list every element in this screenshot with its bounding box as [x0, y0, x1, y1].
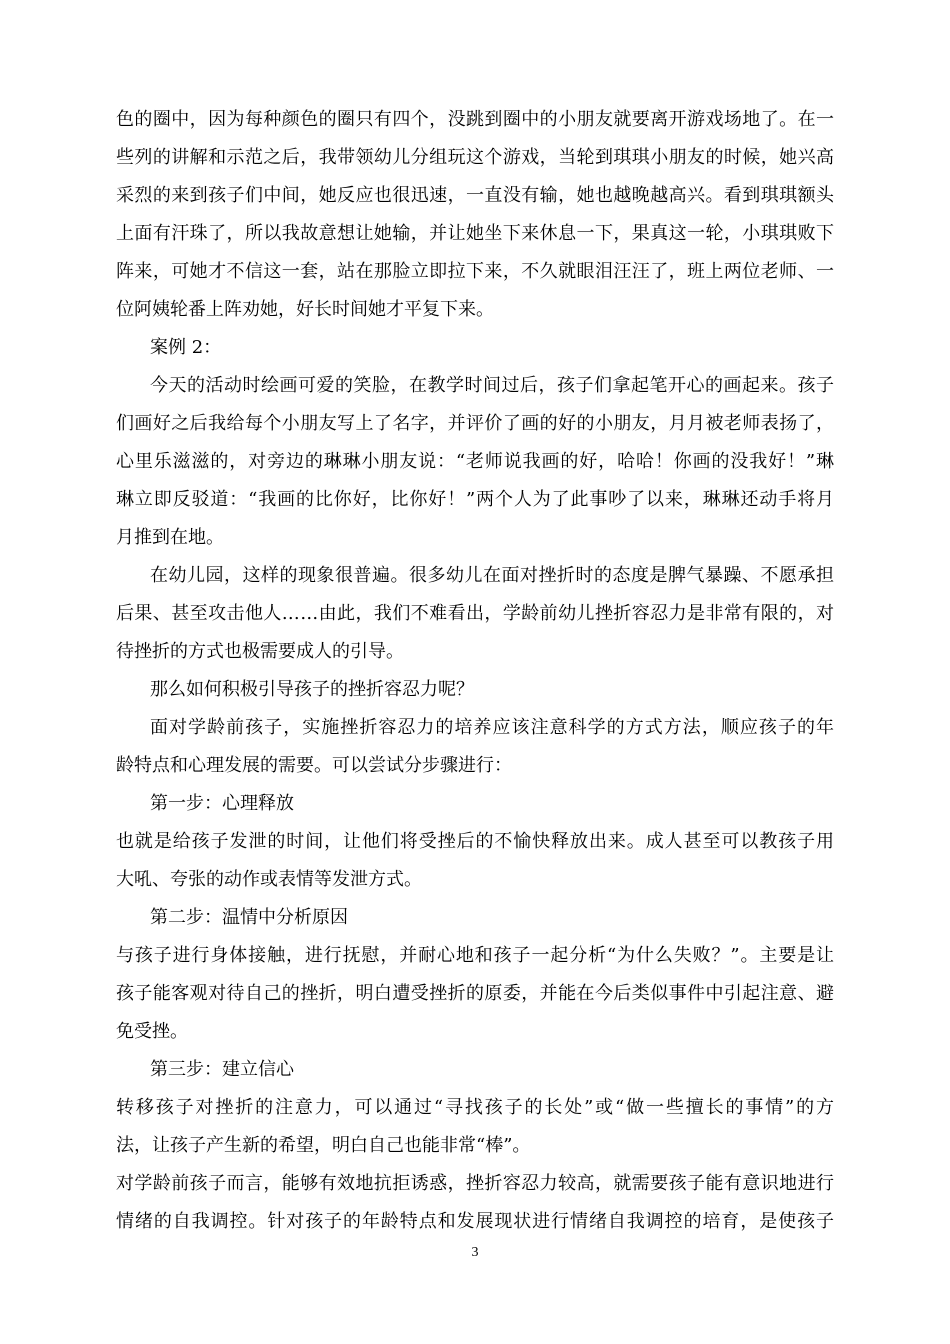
text-line: 与孩子进行身体接触，进行抚慰，并耐心地和孩子一起分析“为什么失败？”。主要是让	[116, 945, 835, 966]
text-line: 今天的活动时绘画可爱的笑脸，在教学时间过后，孩子们拿起笔开心的画起来。孩子	[150, 375, 835, 396]
text-line: 上面有汗珠了，所以我故意想让她输，并让她坐下来休息一下，果真这一轮，小琪琪败下	[116, 223, 835, 244]
text-line: 对学龄前孩子而言，能够有效地抗拒诱惑，挫折容忍力较高，就需要孩子能有意识地进行	[116, 1173, 835, 1194]
text-line: 大吼、夸张的动作或表情等发泄方式。	[116, 869, 422, 890]
text-line: 情绪的自我调控。针对孩子的年龄特点和发展现状进行情绪自我调控的培育，是使孩子	[116, 1211, 835, 1232]
text-line: 色的圈中，因为每种颜色的圈只有四个，没跳到圈中的小朋友就要离开游戏场地了。在一	[116, 109, 835, 130]
text-line: 也就是给孩子发泄的时间，让他们将受挫后的不愉快释放出来。成人甚至可以教孩子用	[116, 831, 835, 852]
text-line: 第一步：心理释放	[150, 793, 294, 814]
text-line: 那么如何积极引导孩子的挫折容忍力呢？	[150, 679, 474, 700]
text-line: 后果、甚至攻击他人……由此，我们不难看出，学龄前幼儿挫折容忍力是非常有限的，对	[116, 603, 835, 624]
text-line: 采烈的来到孩子们中间，她反应也很迅速，一直没有输，她也越晚越高兴。看到琪琪额头	[116, 185, 835, 206]
text-line: 转移孩子对挫折的注意力，可以通过“寻找孩子的长处”或“做一些擅长的事情”的方	[116, 1097, 836, 1118]
text-line: 在幼儿园，这样的现象很普遍。很多幼儿在面对挫折时的态度是脾气暴躁、不愿承担	[150, 565, 835, 586]
text-line: 待挫折的方式也极需要成人的引导。	[116, 641, 404, 662]
text-line: 免受挫。	[116, 1021, 188, 1042]
text-line: 面对学龄前孩子，实施挫折容忍力的培养应该注意科学的方式方法，顺应孩子的年	[150, 717, 836, 738]
page-number: 3	[471, 1245, 479, 1260]
text-line: 月推到在地。	[116, 527, 224, 548]
text-line: 些列的讲解和示范之后，我带领幼儿分组玩这个游戏，当轮到琪琪小朋友的时候，她兴高	[116, 147, 835, 168]
text-line: 第三步：建立信心	[150, 1059, 294, 1080]
text-line: 们画好之后我给每个小朋友写上了名字，并评价了画的好的小朋友，月月被老师表扬了，	[116, 413, 835, 434]
text-line: 琳立即反驳道：“我画的比你好，比你好！”两个人为了此事吵了以来，琳琳还动手将月	[116, 489, 835, 510]
text-line: 心里乐滋滋的，对旁边的琳琳小朋友说：“老师说我画的好，哈哈！你画的没我好！”琳	[116, 451, 835, 472]
text-line: 法，让孩子产生新的希望，明白自己也能非常“棒”。	[116, 1135, 531, 1156]
text-line: 案例 2：	[150, 337, 222, 358]
text-line: 孩子能客观对待自己的挫折，明白遭受挫折的原委，并能在今后类似事件中引起注意、避	[116, 983, 835, 1004]
text-line: 第二步：温情中分析原因	[150, 907, 348, 928]
text-line: 阵来，可她才不信这一套，站在那脸立即拉下来，不久就眼泪汪汪了，班上两位老师、一	[116, 261, 835, 282]
text-line: 龄特点和心理发展的需要。可以尝试分步骤进行：	[116, 755, 512, 776]
text-line: 位阿姨轮番上阵劝她，好长时间她才平复下来。	[116, 299, 494, 320]
